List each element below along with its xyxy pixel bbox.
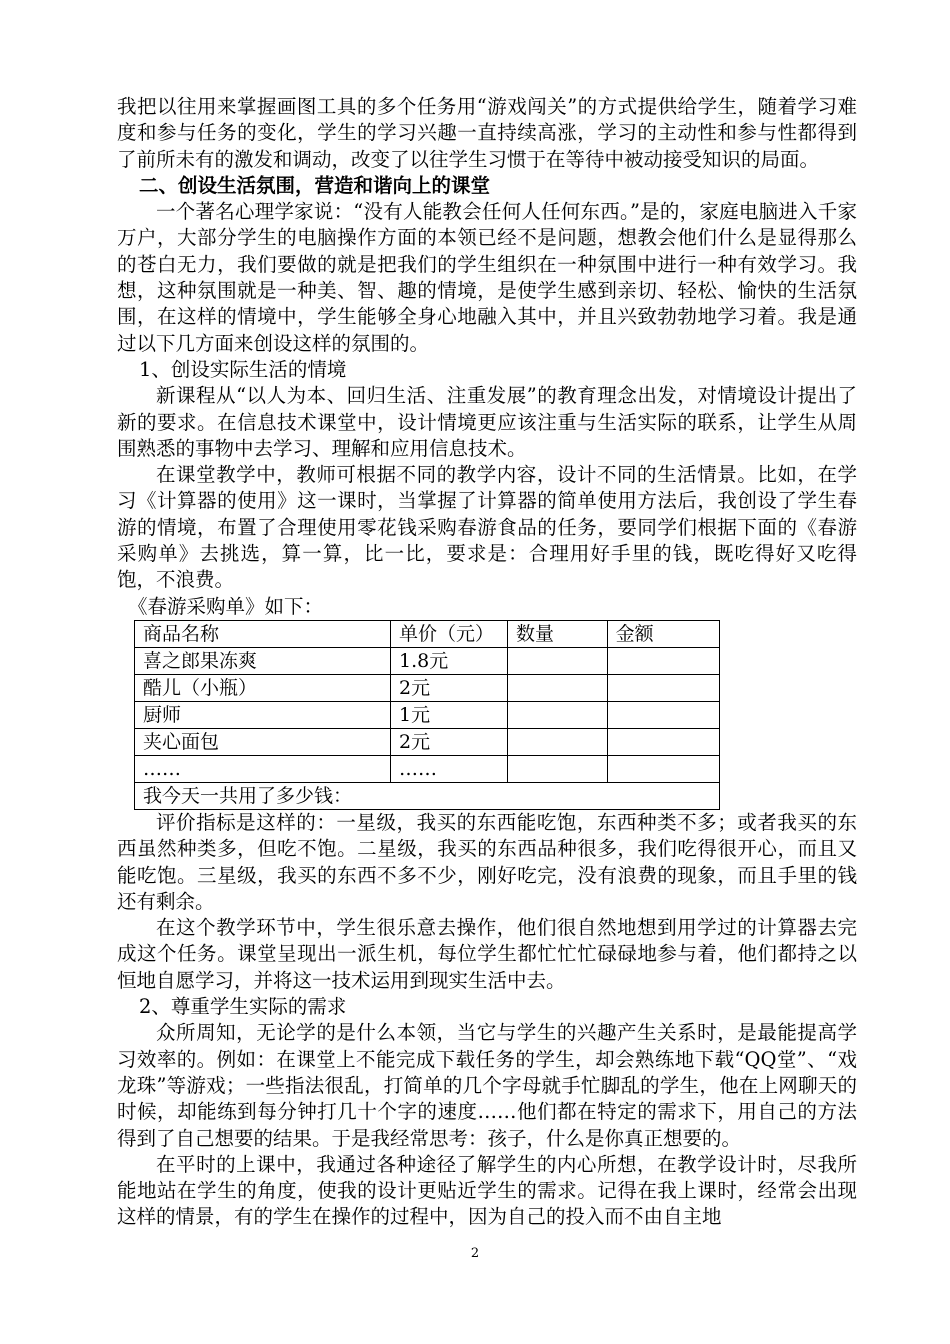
table-cell: 厨师 bbox=[135, 701, 391, 728]
paragraph: 在这个教学环节中，学生很乐意去操作，他们很自然地想到用学过的计算器去完成这个任务。课堂呈现出一派生机，每位学生都忙忙忙碌碌地参与着，他们都持之以恒地自愿学习，并将这一技术运用到现实生活中去。 bbox=[117, 916, 857, 992]
table-row bbox=[135, 755, 720, 782]
section-heading: 二、创设生活氛围，营造和谐向上的课堂 bbox=[139, 173, 491, 197]
table-header-cell: 数量 bbox=[507, 620, 607, 647]
paragraph: 新课程从“以人为本、回归生活、注重发展”的教育理念出发，对情境设计提出了新的要求。在信息技术课堂中，设计情境更应该注重与生活实际的联系，让学生从周围熟悉的事物中去学习、理解和应用信息技术。 bbox=[117, 384, 857, 460]
table-cell: …… bbox=[135, 755, 391, 782]
table-cell bbox=[607, 674, 719, 701]
table-cell: 喜之郎果冻爽 bbox=[135, 647, 391, 674]
paragraph: 我把以往用来掌握画图工具的多个任务用“游戏闯关”的方式提供给学生，随着学习难度和参与任务的变化，学生的学习兴趣一直持续高涨，学习的主动性和参与性都得到了前所未有的激发和调动，改变了以往学生习惯于在等待中被动接受知识的局面。 bbox=[117, 95, 857, 171]
table-row bbox=[135, 701, 720, 728]
table-cell bbox=[507, 647, 607, 674]
table-cell bbox=[507, 728, 607, 755]
table-cell bbox=[607, 728, 719, 755]
paragraph: 在平时的上课中，我通过各种途径了解学生的内心所想，在教学设计时，尽我所能地站在学生的角度，使我的设计更贴近学生的需求。记得在我上课时，经常会出现这样的情景，有的学生在操作的过程中，因为自己的投入而不由自主地 bbox=[117, 1152, 857, 1229]
table-cell bbox=[607, 647, 719, 674]
subsection-heading: 2、尊重学生实际的需求 bbox=[139, 995, 347, 1019]
table-caption: 《春游采购单》如下： bbox=[128, 594, 324, 618]
table-row bbox=[135, 728, 720, 755]
table-cell: …… bbox=[391, 755, 508, 782]
table-cell: 1元 bbox=[391, 701, 508, 728]
table-cell bbox=[507, 755, 607, 782]
subsection-heading: 1、创设实际生活的情境 bbox=[139, 357, 347, 381]
page-body bbox=[117, 94, 857, 1231]
table-footer-row bbox=[135, 782, 720, 809]
page-number: 2 bbox=[470, 1246, 480, 1261]
table-cell bbox=[607, 701, 719, 728]
table-row bbox=[135, 647, 720, 674]
purchase-list-table bbox=[134, 620, 720, 810]
table-header-cell: 商品名称 bbox=[135, 620, 391, 647]
table-cell bbox=[507, 701, 607, 728]
table-header-cell: 金额 bbox=[607, 620, 719, 647]
table-header-row bbox=[135, 620, 720, 647]
paragraph: 一个著名心理学家说：“没有人能教会任何人任何东西。”是的，家庭电脑进入千家万户，大部分学生的电脑操作方面的本领已经不是问题，想教会他们什么是显得那么的苍白无力，我们要做的就是把我们的学生组织在一种氛围中进行一种有效学习。我想，这种氛围就是一种美、智、趣的情境，是使学生感到亲切、轻松、愉快的生活氛围，在这样的情境中，学生能够全身心地融入其中，并且兴致勃勃地学习着。我是通过以下几方面来创设这样的氛围的。 bbox=[117, 200, 857, 355]
paragraph: 评价指标是这样的：一星级，我买的东西能吃饱，东西种类不多；或者我买的东西虽然种类多，但吃不饱。二星级，我买的东西品种很多，我们吃得很开心，而且又能吃饱。三星级，我买的东西不多不少，刚好吃完，没有浪费的现象，而且手里的钱还有剩余。 bbox=[117, 810, 857, 913]
table-row bbox=[135, 674, 720, 701]
paragraph: 在课堂教学中，教师可根据不同的教学内容，设计不同的生活情景。比如，在学习《计算器的使用》这一课时，当掌握了计算器的简单使用方法后，我创设了学生春游的情境，布置了合理使用零花钱采购春游食品的任务，要同学们根据下面的《春游采购单》去挑选，算一算，比一比，要求是：合理用好手里的钱，既吃得好又吃得饱，不浪费。 bbox=[117, 463, 857, 592]
paragraph: 众所周知，无论学的是什么本领，当它与学生的兴趣产生关系时，是最能提高学习效率的。例如：在课堂上不能完成下载任务的学生，却会熟练地下载“QQ堂”、“戏龙珠”等游戏；一些指法很乱，打简单的几个字母就手忙脚乱的学生，他在上网聊天的时候，却能练到每分钟打几十个字的速度……他们都在特定的需求下，用自己的方法得到了自己想要的结果。于是我经常思考：孩子，什么是你真正想要的。 bbox=[117, 1021, 857, 1150]
table-cell: 夹心面包 bbox=[135, 728, 391, 755]
table-footer-cell: 我今天一共用了多少钱： bbox=[135, 782, 720, 809]
table-cell: 2元 bbox=[391, 728, 508, 755]
table-cell: 1.8元 bbox=[391, 647, 508, 674]
table-header-cell: 单价（元） bbox=[391, 620, 508, 647]
table-cell: 2元 bbox=[391, 674, 508, 701]
table-cell bbox=[507, 674, 607, 701]
table-cell bbox=[607, 755, 719, 782]
table-cell: 酷儿（小瓶） bbox=[135, 674, 391, 701]
